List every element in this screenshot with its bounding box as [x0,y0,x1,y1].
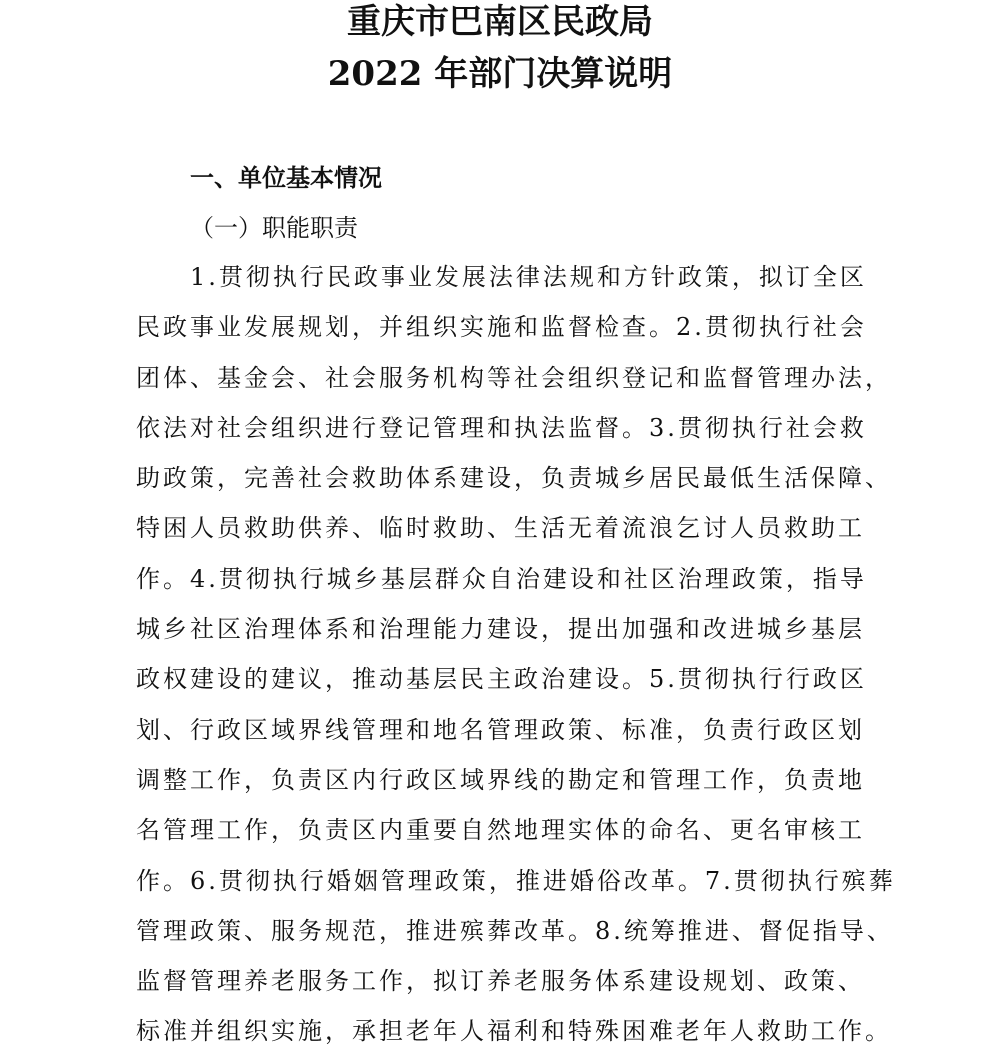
paragraph-line: 团体、基金会、社会服务机构等社会组织登记和监督管理办法， [136,363,892,392]
document-subtitle: 2022 年部门决算说明 [327,54,673,94]
paragraph-line: 特困人员救助供养、临时救助、生活无着流浪乞讨人员救助工 [136,514,865,543]
paragraph-line: 监督管理养老服务工作，拟订养老服务体系建设规划、政策、 [136,967,865,996]
subsection-heading: （一）职能职责 [190,214,358,242]
paragraph-line: 管理政策、服务规范，推进殡葬改革。8.统筹推进、督促指导、 [136,916,894,945]
paragraph-line: 政权建设的建议，推动基层民主政治建设。5.贯彻执行行政区 [136,665,867,694]
paragraph-line: 标准并组织实施，承担老年人福利和特殊困难老年人救助工作。 [136,1017,892,1046]
paragraph-line: 划、行政区域界线管理和地名管理政策、标准，负责行政区划 [136,715,865,744]
section-heading: 一、单位基本情况 [190,164,382,192]
body-text [136,259,926,1064]
paragraph-line: 民政事业发展规划，并组织实施和监督检查。2.贯彻执行社会 [136,313,867,342]
paragraph-line: 调整工作，负责区内行政区域界线的勘定和管理工作，负责地 [136,765,865,794]
paragraph-line: 作。6.贯彻执行婚姻管理政策，推进婚俗改革。7.贯彻执行殡葬 [136,866,896,895]
paragraph-line: 城乡社区治理体系和治理能力建设，提出加强和改进城乡基层 [136,615,865,644]
paragraph-line: 作。4.贯彻执行城乡基层群众自治建设和社区治理政策，指导 [136,564,867,593]
paragraph-line: 1.贯彻执行民政事业发展法律法规和方针政策，拟订全区 [190,263,867,291]
paragraph-line: 名管理工作，负责区内重要自然地理实体的命名、更名审核工 [136,816,865,845]
paragraph-line: 助政策，完善社会救助体系建设，负责城乡居民最低生活保障、 [136,464,892,493]
paragraph-line: 依法对社会组织进行登记管理和执法监督。3.贯彻执行社会救 [136,413,867,442]
document-title: 重庆市巴南区民政局 [347,2,653,42]
